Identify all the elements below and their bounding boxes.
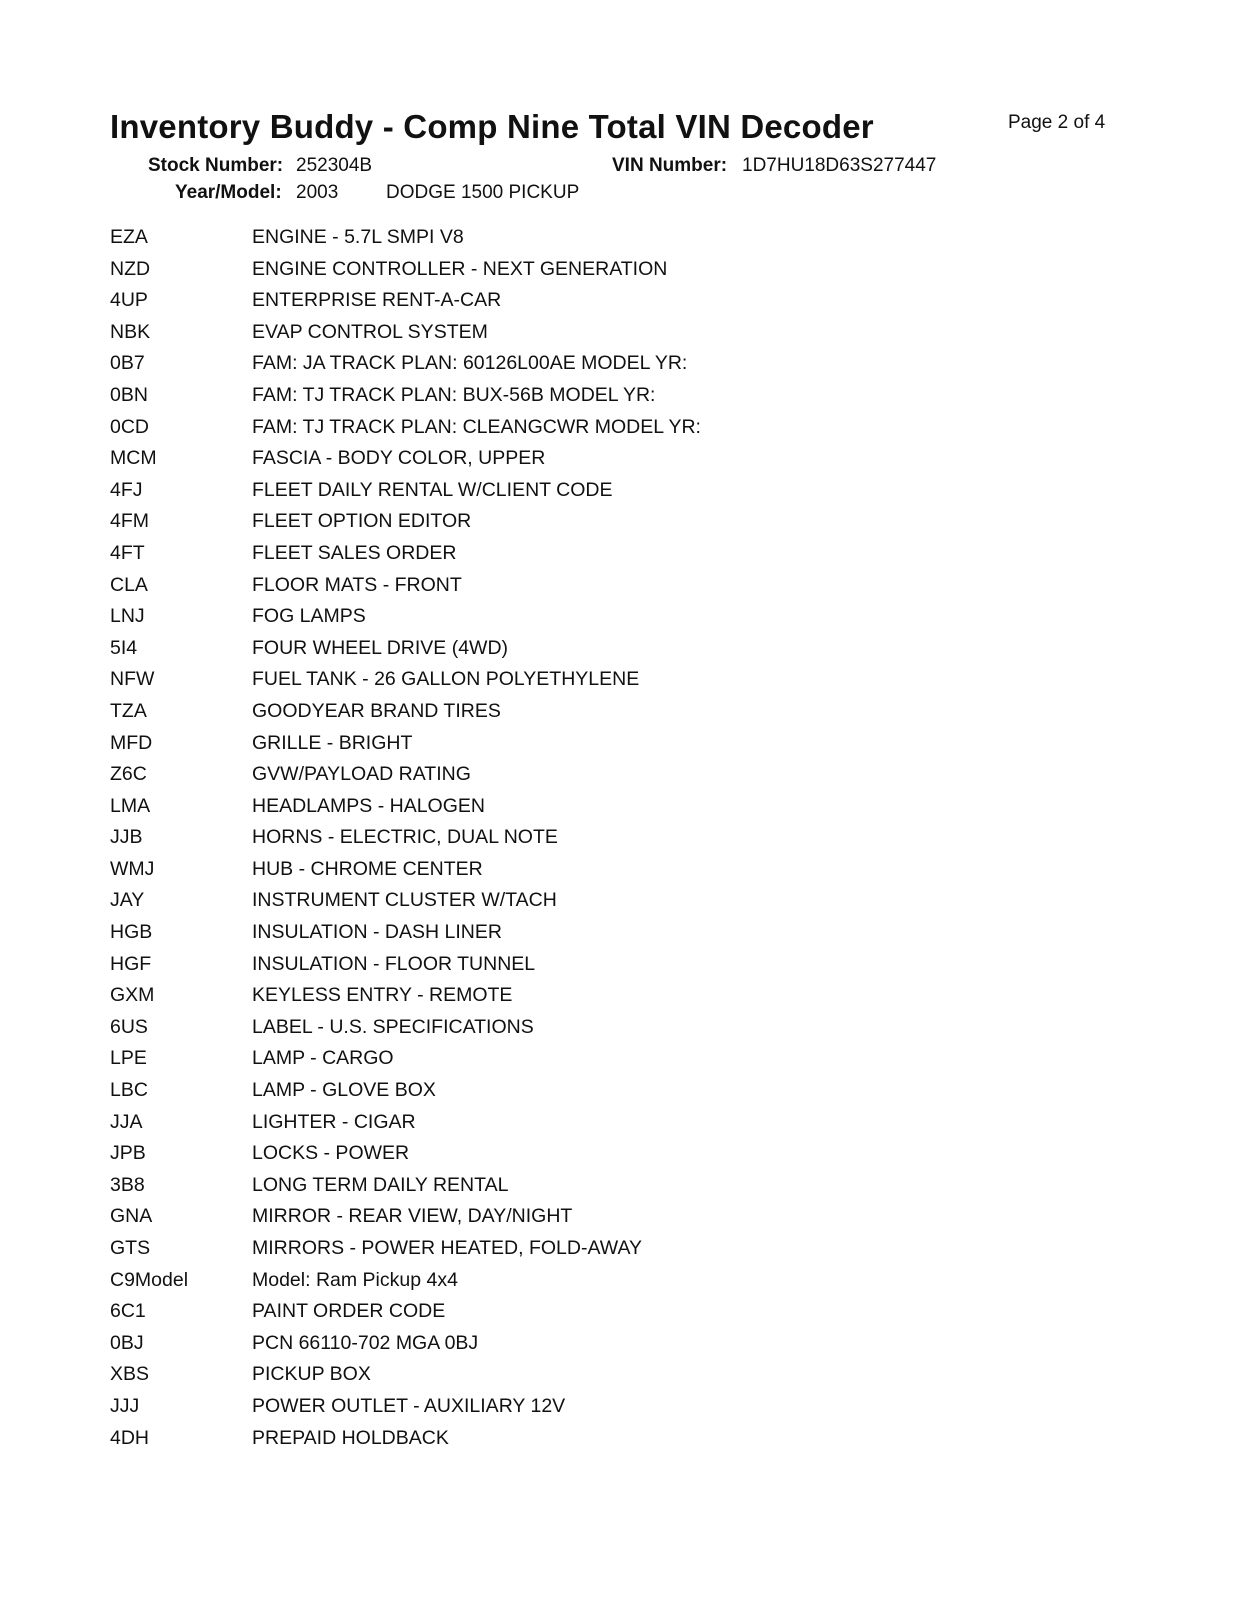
- option-description: PREPAID HOLDBACK: [252, 1426, 449, 1449]
- list-item: [110, 728, 1010, 760]
- option-description: PICKUP BOX: [252, 1363, 371, 1386]
- option-description: ENTERPRISE RENT-A-CAR: [252, 289, 502, 312]
- list-item: [110, 443, 1010, 475]
- option-code: WMJ: [110, 857, 155, 880]
- option-code: NFW: [110, 668, 155, 691]
- option-code: XBS: [110, 1363, 150, 1386]
- option-code: 0B7: [110, 352, 145, 375]
- list-item: [110, 1233, 1010, 1265]
- option-description: FLEET OPTION EDITOR: [252, 510, 472, 533]
- option-description: FUEL TANK - 26 GALLON POLYETHYLENE: [252, 668, 640, 691]
- stock-number-value: 252304B: [296, 155, 373, 176]
- list-item: [110, 854, 1010, 886]
- list-item: [110, 791, 1010, 823]
- list-item: [110, 759, 1010, 791]
- model-value: DODGE 1500 PICKUP: [386, 182, 580, 203]
- list-item: [110, 885, 1010, 917]
- option-description: FLOOR MATS - FRONT: [252, 573, 462, 596]
- option-description: FLEET SALES ORDER: [252, 541, 457, 564]
- option-code: LBC: [110, 1079, 148, 1102]
- list-item: [110, 538, 1010, 570]
- option-description: FLEET DAILY RENTAL W/CLIENT CODE: [252, 478, 613, 501]
- list-item: [110, 380, 1010, 412]
- option-code: C9Model: [110, 1268, 189, 1291]
- page-title: Inventory Buddy - Comp Nine Total VIN Decoder: [110, 108, 874, 145]
- list-item: [110, 1107, 1010, 1139]
- option-description: FAM: TJ TRACK PLAN: CLEANGCWR MODEL YR:: [252, 415, 701, 438]
- option-code: JJA: [110, 1110, 143, 1133]
- list-item: [110, 1328, 1010, 1360]
- stock-number-label: Stock Number:: [148, 155, 284, 176]
- option-description: LONG TERM DAILY RENTAL: [252, 1173, 509, 1196]
- option-code: LPE: [110, 1047, 147, 1070]
- option-description: LIGHTER - CIGAR: [252, 1110, 416, 1133]
- list-item: [110, 980, 1010, 1012]
- option-description: ENGINE - 5.7L SMPI V8: [252, 226, 464, 248]
- option-code: 4FT: [110, 541, 145, 564]
- option-description: FAM: JA TRACK PLAN: 60126L00AE MODEL YR:: [252, 352, 688, 375]
- list-item: [110, 1359, 1010, 1391]
- vin-number-value: 1D7HU18D63S277447: [742, 155, 937, 176]
- option-code: NBK: [110, 320, 151, 343]
- option-code: 5I4: [110, 636, 138, 659]
- option-code: LNJ: [110, 605, 145, 628]
- list-item: [110, 696, 1010, 728]
- option-code-list: [110, 222, 1010, 1454]
- list-item: [110, 412, 1010, 444]
- list-item: [110, 1391, 1010, 1423]
- option-description: MIRROR - REAR VIEW, DAY/NIGHT: [252, 1205, 573, 1228]
- list-item: [110, 1265, 1010, 1297]
- option-description: PAINT ORDER CODE: [252, 1300, 446, 1323]
- list-item: [110, 1423, 1010, 1455]
- year-model-label: Year/Model:: [175, 182, 282, 203]
- option-code: MCM: [110, 447, 157, 470]
- list-item: [110, 822, 1010, 854]
- option-code: JAY: [110, 889, 145, 912]
- option-code: TZA: [110, 699, 147, 722]
- list-item: [110, 664, 1010, 696]
- option-description: FASCIA - BODY COLOR, UPPER: [252, 447, 546, 470]
- option-code: 0BN: [110, 383, 148, 406]
- list-item: [110, 285, 1010, 317]
- list-item: [110, 348, 1010, 380]
- option-code: 0BJ: [110, 1331, 144, 1354]
- option-code: 0CD: [110, 415, 150, 438]
- list-item: [110, 506, 1010, 538]
- option-code: CLA: [110, 573, 148, 596]
- option-code: Z6C: [110, 763, 147, 786]
- option-code: 4FJ: [110, 478, 143, 501]
- page-number: Page 2 of 4: [1008, 112, 1106, 133]
- list-item: [110, 475, 1010, 507]
- option-description: FAM: TJ TRACK PLAN: BUX-56B MODEL YR:: [252, 383, 656, 406]
- list-item: [110, 1012, 1010, 1044]
- list-item: [110, 633, 1010, 665]
- list-item: [110, 254, 1010, 286]
- option-code: 4FM: [110, 510, 149, 533]
- list-item: [110, 317, 1010, 349]
- list-item: [110, 917, 1010, 949]
- option-description: HORNS - ELECTRIC, DUAL NOTE: [252, 826, 558, 849]
- option-code: 6C1: [110, 1300, 146, 1323]
- option-description: Model: Ram Pickup 4x4: [252, 1268, 458, 1291]
- option-code: GTS: [110, 1237, 151, 1259]
- list-item: [110, 222, 1010, 254]
- option-code: JJB: [110, 826, 143, 849]
- option-code: MFD: [110, 731, 153, 754]
- option-code: 4DH: [110, 1426, 150, 1449]
- option-description: INSULATION - FLOOR TUNNEL: [252, 952, 536, 975]
- option-description: LOCKS - POWER: [252, 1142, 410, 1165]
- option-description: POWER OUTLET - AUXILIARY 12V: [252, 1394, 566, 1417]
- option-description: ENGINE CONTROLLER - NEXT GENERATION: [252, 257, 668, 280]
- option-code: GXM: [110, 984, 155, 1007]
- option-description: HUB - CHROME CENTER: [252, 857, 483, 880]
- list-item: [110, 1170, 1010, 1202]
- option-code: HGB: [110, 921, 153, 944]
- option-code: JJJ: [110, 1394, 140, 1417]
- option-code: 4UP: [110, 289, 148, 312]
- option-code: EZA: [110, 226, 148, 248]
- option-code: LMA: [110, 794, 151, 817]
- list-item: [110, 1201, 1010, 1233]
- option-code: JPB: [110, 1142, 146, 1165]
- option-code: 6US: [110, 1015, 148, 1038]
- option-description: INSULATION - DASH LINER: [252, 921, 502, 944]
- option-description: PCN 66110-702 MGA 0BJ: [252, 1331, 479, 1354]
- list-item: [110, 949, 1010, 981]
- option-code: NZD: [110, 257, 151, 280]
- option-description: INSTRUMENT CLUSTER W/TACH: [252, 889, 557, 912]
- vin-number-label: VIN Number:: [612, 155, 728, 176]
- option-description: LABEL - U.S. SPECIFICATIONS: [252, 1015, 534, 1038]
- option-description: KEYLESS ENTRY - REMOTE: [252, 984, 513, 1007]
- list-item: [110, 601, 1010, 633]
- option-code: 3B8: [110, 1173, 145, 1196]
- option-description: HEADLAMPS - HALOGEN: [252, 794, 485, 817]
- list-item: [110, 1075, 1010, 1107]
- option-description: LAMP - CARGO: [252, 1047, 394, 1070]
- option-description: GVW/PAYLOAD RATING: [252, 763, 471, 786]
- option-description: FOUR WHEEL DRIVE (4WD): [252, 636, 509, 659]
- option-code: HGF: [110, 952, 152, 975]
- option-description: LAMP - GLOVE BOX: [252, 1079, 436, 1102]
- year-value: 2003: [296, 182, 339, 203]
- list-item: [110, 1043, 1010, 1075]
- option-description: GOODYEAR BRAND TIRES: [252, 699, 501, 722]
- option-description: EVAP CONTROL SYSTEM: [252, 320, 488, 343]
- option-description: FOG LAMPS: [252, 605, 366, 628]
- list-item: [110, 1138, 1010, 1170]
- list-item: [110, 1296, 1010, 1328]
- option-description: GRILLE - BRIGHT: [252, 731, 413, 754]
- option-description: MIRRORS - POWER HEATED, FOLD-AWAY: [252, 1237, 643, 1259]
- list-item: [110, 570, 1010, 602]
- option-code: GNA: [110, 1205, 153, 1228]
